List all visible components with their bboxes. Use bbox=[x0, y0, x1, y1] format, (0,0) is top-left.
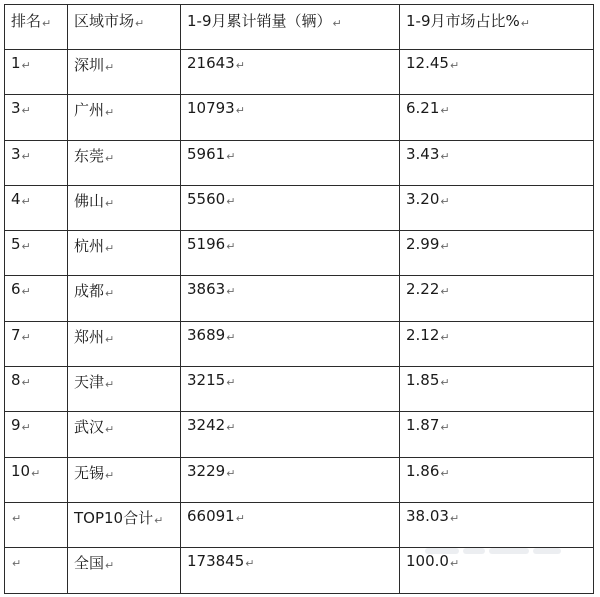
cell-share bbox=[400, 412, 594, 457]
cell-sales-value: 3229 bbox=[187, 461, 226, 480]
cell-region bbox=[68, 457, 181, 502]
cell-share-value: 6.21 bbox=[406, 99, 440, 118]
table-row bbox=[5, 95, 594, 140]
cell-rank bbox=[5, 185, 68, 230]
table-row bbox=[5, 367, 594, 412]
paragraph-mark-icon: ↵ bbox=[105, 287, 115, 301]
cell-region-value: 无锡 bbox=[74, 463, 105, 482]
sales-ranking-table bbox=[4, 4, 594, 594]
cell-sales-value: 5196 bbox=[187, 235, 226, 254]
paragraph-mark-icon: ↵ bbox=[105, 423, 115, 437]
paragraph-mark-icon: ↵ bbox=[12, 557, 22, 571]
cell-rank bbox=[5, 95, 68, 140]
cell-sales bbox=[181, 367, 400, 412]
header-share-label: 1-9月市场占比% bbox=[406, 12, 520, 30]
cell-region-value: TOP10合计 bbox=[74, 508, 154, 527]
header-share bbox=[400, 5, 594, 50]
cell-rank bbox=[5, 140, 68, 185]
cell-share-value: 38.03 bbox=[406, 506, 449, 525]
cell-share-value: 1.86 bbox=[406, 461, 440, 480]
cell-share bbox=[400, 457, 594, 502]
paragraph-mark-icon: ↵ bbox=[226, 240, 236, 254]
cell-region-value: 杭州 bbox=[74, 237, 105, 256]
cell-sales bbox=[181, 412, 400, 457]
cell-rank-value: 5 bbox=[11, 235, 21, 254]
cell-share-value: 2.22 bbox=[406, 280, 440, 299]
cell-sales bbox=[181, 185, 400, 230]
cell-rank-value: 1 bbox=[11, 54, 21, 72]
paragraph-mark-icon: ↵ bbox=[332, 17, 342, 30]
paragraph-mark-icon: ↵ bbox=[105, 61, 115, 74]
table-header-row bbox=[5, 5, 594, 50]
cell-sales-value: 3863 bbox=[187, 280, 226, 299]
cell-share-value: 12.45 bbox=[406, 54, 449, 72]
document-sheet bbox=[4, 4, 593, 593]
paragraph-mark-icon: ↵ bbox=[105, 468, 115, 482]
cell-region-value: 武汉 bbox=[74, 418, 105, 437]
cell-region bbox=[68, 276, 181, 321]
table-row bbox=[5, 140, 594, 185]
cell-rank bbox=[5, 367, 68, 412]
cell-share-value: 2.12 bbox=[406, 325, 440, 344]
cell-sales bbox=[181, 321, 400, 366]
cell-rank-value: 4 bbox=[11, 189, 21, 208]
cell-region bbox=[68, 95, 181, 140]
cell-rank-value: 7 bbox=[11, 325, 21, 344]
cell-share-value: 3.20 bbox=[406, 189, 440, 208]
paragraph-mark-icon: ↵ bbox=[226, 421, 236, 435]
cell-rank bbox=[5, 548, 68, 593]
cell-region bbox=[68, 231, 181, 276]
paragraph-mark-icon: ↵ bbox=[21, 194, 31, 208]
paragraph-mark-icon: ↵ bbox=[226, 285, 236, 299]
cell-sales-value: 5961 bbox=[187, 144, 226, 163]
paragraph-mark-icon: ↵ bbox=[245, 557, 255, 571]
cell-sales bbox=[181, 457, 400, 502]
cell-sales bbox=[181, 140, 400, 185]
faint-watermark bbox=[425, 539, 575, 553]
header-sales-label: 1-9月累计销量（辆） bbox=[187, 12, 332, 30]
paragraph-mark-icon: ↵ bbox=[440, 285, 450, 299]
cell-share bbox=[400, 231, 594, 276]
paragraph-mark-icon: ↵ bbox=[226, 194, 236, 208]
cell-region bbox=[68, 367, 181, 412]
cell-share bbox=[400, 95, 594, 140]
header-rank bbox=[5, 5, 68, 50]
paragraph-mark-icon: ↵ bbox=[105, 559, 115, 573]
paragraph-mark-icon: ↵ bbox=[21, 330, 31, 344]
paragraph-mark-icon: ↵ bbox=[440, 149, 450, 163]
cell-region-value: 天津 bbox=[74, 373, 105, 392]
cell-sales-value: 3242 bbox=[187, 416, 226, 435]
paragraph-mark-icon: ↵ bbox=[449, 557, 460, 571]
cell-sales-value: 173845 bbox=[187, 552, 245, 571]
paragraph-mark-icon: ↵ bbox=[440, 376, 450, 390]
cell-share bbox=[400, 276, 594, 321]
cell-region-value: 佛山 bbox=[74, 191, 105, 210]
cell-region bbox=[68, 548, 181, 593]
paragraph-mark-icon: ↵ bbox=[105, 196, 115, 210]
cell-region-value: 郑州 bbox=[74, 327, 105, 346]
paragraph-mark-icon: ↵ bbox=[440, 104, 450, 118]
paragraph-mark-icon: ↵ bbox=[449, 59, 460, 72]
cell-rank-value: 10 bbox=[11, 461, 31, 480]
paragraph-mark-icon: ↵ bbox=[105, 332, 115, 346]
cell-rank-value: 3 bbox=[11, 144, 21, 163]
cell-share bbox=[400, 185, 594, 230]
paragraph-mark-icon: ↵ bbox=[440, 194, 450, 208]
paragraph-mark-icon: ↵ bbox=[226, 330, 236, 344]
paragraph-mark-icon: ↵ bbox=[105, 151, 115, 165]
paragraph-mark-icon: ↵ bbox=[440, 421, 450, 435]
cell-region bbox=[68, 185, 181, 230]
paragraph-mark-icon: ↵ bbox=[21, 421, 31, 435]
paragraph-mark-icon: ↵ bbox=[31, 466, 41, 480]
paragraph-mark-icon: ↵ bbox=[154, 513, 164, 527]
cell-sales bbox=[181, 276, 400, 321]
table-row bbox=[5, 50, 594, 95]
table-row bbox=[5, 412, 594, 457]
paragraph-mark-icon: ↵ bbox=[235, 511, 245, 525]
paragraph-mark-icon: ↵ bbox=[226, 376, 236, 390]
cell-share bbox=[400, 367, 594, 412]
cell-share bbox=[400, 140, 594, 185]
cell-sales bbox=[181, 231, 400, 276]
cell-rank-value: 3 bbox=[11, 99, 21, 118]
cell-sales-value: 3215 bbox=[187, 371, 226, 390]
cell-rank bbox=[5, 412, 68, 457]
paragraph-mark-icon: ↵ bbox=[12, 511, 22, 525]
header-region bbox=[68, 5, 181, 50]
cell-share bbox=[400, 548, 594, 593]
cell-region bbox=[68, 321, 181, 366]
cell-rank-value: 8 bbox=[11, 371, 21, 390]
paragraph-mark-icon: ↵ bbox=[21, 285, 31, 299]
cell-sales bbox=[181, 548, 400, 593]
paragraph-mark-icon: ↵ bbox=[226, 149, 236, 163]
cell-region bbox=[68, 50, 181, 95]
table-row bbox=[5, 231, 594, 276]
cell-sales-value: 10793 bbox=[187, 99, 235, 118]
paragraph-mark-icon: ↵ bbox=[21, 376, 31, 390]
cell-sales-value: 5560 bbox=[187, 189, 226, 208]
table-row bbox=[5, 185, 594, 230]
paragraph-mark-icon: ↵ bbox=[105, 106, 115, 120]
cell-rank bbox=[5, 276, 68, 321]
cell-share bbox=[400, 50, 594, 95]
paragraph-mark-icon: ↵ bbox=[135, 17, 145, 30]
paragraph-mark-icon: ↵ bbox=[235, 59, 245, 72]
cell-rank bbox=[5, 50, 68, 95]
paragraph-mark-icon: ↵ bbox=[105, 378, 115, 392]
cell-share-value: 3.43 bbox=[406, 144, 440, 163]
cell-rank bbox=[5, 457, 68, 502]
cell-share bbox=[400, 321, 594, 366]
cell-region-value: 成都 bbox=[74, 282, 105, 301]
paragraph-mark-icon: ↵ bbox=[440, 466, 450, 480]
cell-rank bbox=[5, 502, 68, 547]
cell-rank bbox=[5, 321, 68, 366]
cell-share-value: 100.0 bbox=[406, 552, 449, 571]
cell-region-value: 东莞 bbox=[74, 146, 105, 165]
paragraph-mark-icon: ↵ bbox=[21, 59, 31, 72]
cell-share-value: 1.87 bbox=[406, 416, 440, 435]
paragraph-mark-icon: ↵ bbox=[440, 240, 450, 254]
paragraph-mark-icon: ↵ bbox=[520, 17, 530, 30]
cell-sales-value: 21643 bbox=[187, 54, 235, 72]
paragraph-mark-icon: ↵ bbox=[226, 466, 236, 480]
cell-region-value: 深圳 bbox=[74, 56, 105, 74]
paragraph-mark-icon: ↵ bbox=[21, 104, 31, 118]
paragraph-mark-icon: ↵ bbox=[449, 511, 460, 525]
cell-region-value: 广州 bbox=[74, 101, 105, 120]
table-row bbox=[5, 457, 594, 502]
cell-rank bbox=[5, 231, 68, 276]
table-row bbox=[5, 276, 594, 321]
table-row bbox=[5, 548, 594, 593]
header-sales bbox=[181, 5, 400, 50]
cell-region bbox=[68, 140, 181, 185]
cell-region bbox=[68, 502, 181, 547]
paragraph-mark-icon: ↵ bbox=[21, 149, 31, 163]
cell-share-value: 2.99 bbox=[406, 235, 440, 254]
cell-sales bbox=[181, 502, 400, 547]
header-rank-label: 排名 bbox=[11, 12, 42, 30]
table-row bbox=[5, 321, 594, 366]
header-region-label: 区域市场 bbox=[74, 12, 135, 30]
cell-rank-value: 6 bbox=[11, 280, 21, 299]
cell-sales bbox=[181, 50, 400, 95]
cell-region-value: 全国 bbox=[74, 554, 105, 573]
table-body bbox=[5, 50, 594, 594]
paragraph-mark-icon: ↵ bbox=[105, 242, 115, 256]
cell-sales bbox=[181, 95, 400, 140]
paragraph-mark-icon: ↵ bbox=[440, 330, 450, 344]
paragraph-mark-icon: ↵ bbox=[42, 17, 52, 30]
cell-share-value: 1.85 bbox=[406, 371, 440, 390]
cell-rank-value: 9 bbox=[11, 416, 21, 435]
paragraph-mark-icon: ↵ bbox=[235, 104, 245, 118]
cell-sales-value: 66091 bbox=[187, 506, 235, 525]
cell-region bbox=[68, 412, 181, 457]
paragraph-mark-icon: ↵ bbox=[21, 240, 31, 254]
cell-sales-value: 3689 bbox=[187, 325, 226, 344]
